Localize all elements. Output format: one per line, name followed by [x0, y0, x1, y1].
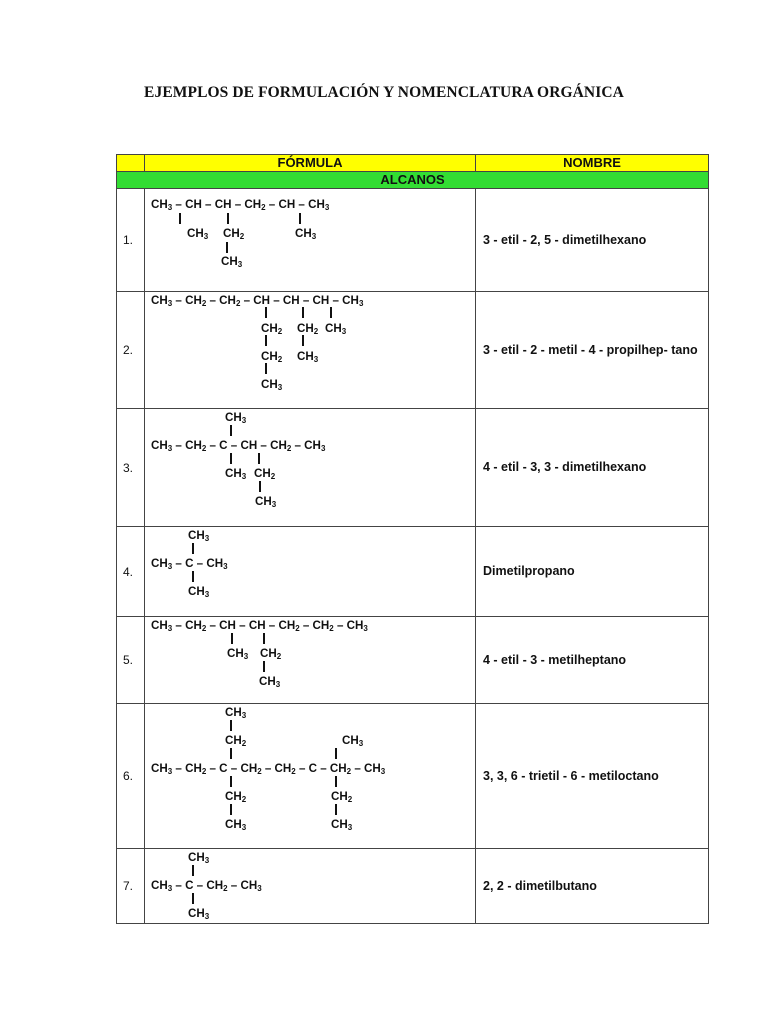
formula-group: $CH_3 - CH_2$ – C – CH – $CH_2 - CH_3$ — [151, 439, 326, 453]
formula-group: $CH_3$ — [261, 378, 283, 392]
table-row — [117, 527, 709, 617]
header-blank — [117, 155, 145, 172]
bond-line — [230, 453, 232, 464]
formula-group: $CH_3$ — [255, 495, 277, 509]
table-row — [117, 409, 709, 527]
bond-line — [192, 865, 194, 876]
document-title: EJEMPLOS DE FORMULACIÓN Y NOMENCLATURA ORGÁNICA — [144, 84, 624, 101]
formula-group: $CH_3$ — [225, 467, 247, 481]
formula-group: $CH_2$ — [260, 647, 282, 661]
bond-line — [230, 804, 232, 815]
bond-line — [230, 748, 232, 759]
formula-group: $CH_3$ — [227, 647, 249, 661]
section-row — [117, 172, 709, 189]
row-number: 7. — [117, 849, 145, 924]
bond-line — [230, 776, 232, 787]
bond-line — [302, 307, 304, 318]
bond-line — [226, 242, 228, 253]
row-number: 2. — [117, 292, 145, 409]
formula-group: $CH_2$ — [261, 322, 283, 336]
formula-group: $CH_2$ — [261, 350, 283, 364]
formula-group: $CH_3$ — [188, 907, 210, 921]
header-formula: FÓRMULA — [145, 155, 476, 172]
header-name: NOMBRE — [476, 155, 709, 172]
compound-name: Dimetilpropano — [476, 527, 709, 617]
formula-group: $CH_3$ — [188, 851, 210, 865]
bond-line — [231, 633, 233, 644]
formula-group: $CH_3$ – C – $CH_3$ — [151, 557, 228, 571]
formula-group: $CH_3 - CH_2$ – CH – CH – $CH_2 - CH_2 - CH_3$ — [151, 619, 368, 633]
bond-line — [192, 543, 194, 554]
compound-name: 4 - etil - 3, 3 - dimetilhexano — [476, 409, 709, 527]
compound-name: 3 - etil - 2, 5 - dimetilhexano — [476, 189, 709, 292]
formula-cell — [145, 292, 476, 409]
formula-group: $CH_3$ — [259, 675, 281, 689]
row-number: 5. — [117, 617, 145, 704]
bond-line — [230, 425, 232, 436]
formula-group: $CH_3$ — [225, 706, 247, 720]
bond-line — [299, 213, 301, 224]
formula-group: $CH_3$ – C – $CH_2 - CH_3$ — [151, 879, 262, 893]
formula-cell — [145, 527, 476, 617]
bond-line — [335, 804, 337, 815]
formula-group: $CH_2$ — [331, 790, 353, 804]
table-row — [117, 189, 709, 292]
formula-group: $CH_2$ — [225, 734, 247, 748]
compound-name: 4 - etil - 3 - metilheptano — [476, 617, 709, 704]
bond-line — [230, 720, 232, 731]
bond-line — [265, 335, 267, 346]
bond-line — [258, 453, 260, 464]
formula-cell — [145, 409, 476, 527]
formula-group: $CH_3$ — [225, 818, 247, 832]
formula-cell — [145, 849, 476, 924]
table-row — [117, 292, 709, 409]
bond-line — [330, 307, 332, 318]
formula-group: $CH_3 - CH_2 - CH_2$ – CH – CH – CH – $CH_3$ — [151, 294, 364, 308]
table-row — [117, 704, 709, 849]
formula-group: $CH_2$ — [223, 227, 245, 241]
formula-group: $CH_3$ — [342, 734, 364, 748]
bond-line — [259, 481, 261, 492]
section-alcanos: ALCANOS — [117, 172, 709, 189]
formula-group: $CH_3$ — [188, 529, 210, 543]
compound-name: 3, 3, 6 - trietil - 6 - metiloctano — [476, 704, 709, 849]
formula-group: $CH_3$ — [295, 227, 317, 241]
compound-name: 3 - etil - 2 - metil - 4 - propilhep- tano — [476, 292, 709, 409]
formula-group: $CH_2$ — [225, 790, 247, 804]
bond-line — [263, 661, 265, 672]
bond-line — [302, 335, 304, 346]
row-number: 1. — [117, 189, 145, 292]
formula-group: $CH_3$ – CH – CH – $CH_2$ – CH – $CH_3$ — [151, 198, 330, 212]
bond-line — [265, 363, 267, 374]
row-number: 4. — [117, 527, 145, 617]
formula-group: $CH_3$ — [325, 322, 347, 336]
formula-cell — [145, 704, 476, 849]
row-number: 3. — [117, 409, 145, 527]
formula-cell — [145, 617, 476, 704]
table-header-row — [117, 155, 709, 172]
row-number: 6. — [117, 704, 145, 849]
formula-group: $CH_3 - CH_2$ – C – $CH_2 - CH_2$ – C – $CH_2 - CH_3$ — [151, 762, 386, 776]
formula-group: $CH_3$ — [297, 350, 319, 364]
compound-name: 2, 2 - dimetilbutano — [476, 849, 709, 924]
bond-line — [335, 776, 337, 787]
bond-line — [192, 893, 194, 904]
formula-group: $CH_3$ — [188, 585, 210, 599]
formula-group: $CH_3$ — [331, 818, 353, 832]
formula-group: $CH_3$ — [221, 255, 243, 269]
bond-line — [192, 571, 194, 582]
formulas-table — [116, 154, 709, 924]
formula-group: $CH_2$ — [254, 467, 276, 481]
bond-line — [179, 213, 181, 224]
formula-group: $CH_3$ — [187, 227, 209, 241]
bond-line — [265, 307, 267, 318]
table-row — [117, 617, 709, 704]
bond-line — [335, 748, 337, 759]
table-row — [117, 849, 709, 924]
bond-line — [263, 633, 265, 644]
formula-cell — [145, 189, 476, 292]
formula-group: $CH_3$ — [225, 411, 247, 425]
formula-group: $CH_2$ — [297, 322, 319, 336]
bond-line — [227, 213, 229, 224]
